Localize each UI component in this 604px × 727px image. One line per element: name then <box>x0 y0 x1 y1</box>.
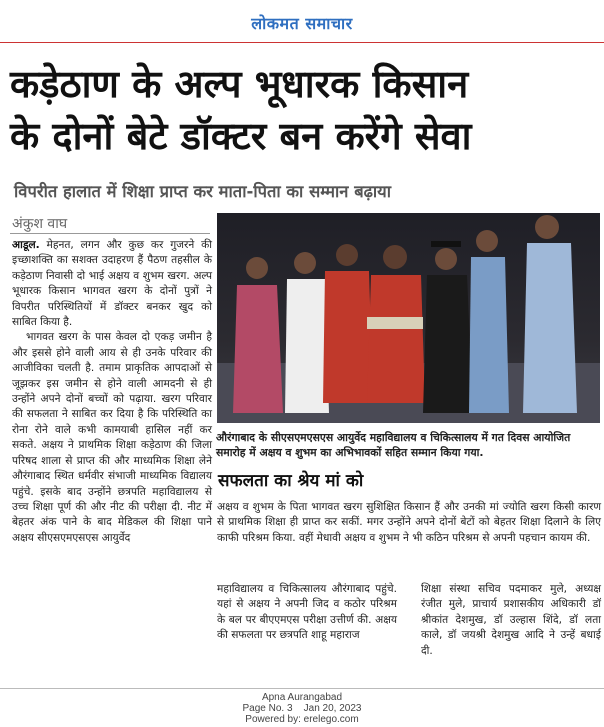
page-footer <box>0 692 604 725</box>
newspaper-masthead <box>0 0 604 40</box>
masthead-title: लोकमत समाचार <box>251 14 353 33</box>
article-column-2: महाविद्यालय व चिकित्सालय औरंगाबाद पहुंचे. यहां से अक्षय ने अपनी जिद व कठोर परिश्रम के बल पर बीएएमएस परीक्षा उत्तीर्ण की. अक्षय की सफलता पर छत्रपति शाहू महाराज <box>217 583 397 642</box>
felicitation-photo-art <box>217 213 600 423</box>
felicitation-photo <box>217 213 600 423</box>
headline-line-2: के दोनों बेटे डॉक्टर बन करेंगे सेवा <box>10 114 472 158</box>
footer-page-date: Page No. 3 Jan 20, 2023 <box>242 703 362 714</box>
masthead-divider <box>0 42 604 43</box>
headline-line-1: कड़ेठाण के अल्प भूधारक किसान <box>10 62 469 106</box>
article-column-3: शिक्षा संस्था सचिव पदमाकर मुले, अध्यक्ष रंजीत मुले, प्राचार्य प्रशासकीय अधिकारी डॉ श्रीकांत देशमुख, डॉ उल्हास शिंदे, डॉ लता काले, डॉ जयश्री देशमुख आदि ने उन्हें बधाई दी. <box>421 583 601 657</box>
column-1-paragraph-1 <box>12 238 212 330</box>
footer-source: Apna Aurangabad <box>261 692 343 703</box>
section-heading: सफलता का श्रेय मां को <box>218 471 364 491</box>
article-column-1 <box>12 238 212 546</box>
column-1-paragraph-2: भागवत खरग के पास केवल दो एकड़ जमीन है और इससे होने वाली आय से ही उनके परिवार की आजीविका चलती है. तमाम प्राकृतिक आपदाओं से जूझकर इस जमीन से होने वाली आमदनी से ही उन्होंने अपने दोनों बच्चों को पढ़ाया. खरग परिवार की सफलता ने साबित कर दिया है कि परिस्थिति का रोना रोने वाले कभी कामयाबी हासिल नहीं कर सकते. अक्षय ने प्राथमिक शिक्षा कड़ेठाण की जिला परिषद शाला से प्राप्त की और माध्यमिक शिक्षा लेने औरंगाबाद स्थित धर्मवीर संभाजी माध्यमिक विद्यालय पहुंचे. इसके बाद उन्होंने छत्रपति महाविद्यालय से उच्च शिक्षा पूर्ण की और नीट की परीक्षा दी. नीट में बेहतर अंक पाने के बाद मेडिकल की शिक्षा पाने अक्षय सीएसएमएसएस आयुर्वेद <box>12 331 212 544</box>
article-headline <box>10 58 600 162</box>
dateline: आडूल. <box>12 239 40 251</box>
article-subheadline: विपरीत हालात में शिक्षा प्राप्त कर माता-पिता का सम्मान बढ़ाया <box>14 182 392 201</box>
column-1-paragraph-1-text: मेहनत, लगन और कुछ कर गुजरने की इच्छाशक्ति का सशक्त उदाहरण हैं पैठण तहसील के कड़ेठाण निवासी दो भाई अक्षय व शुभम खरग. अल्प भूधारक किसान भागवत खरग के दोनों पुत्रों ने विपरीत परिस्थितियों में डॉक्टर बनकर खुद को साबित किया है. <box>12 239 212 329</box>
footer-divider <box>0 688 604 689</box>
byline-divider <box>10 233 210 234</box>
photo-caption: औरंगाबाद के सीएसएमएसएस आयुर्वेद महाविद्यालय व चिकित्सालय में गत दिवस आयोजित समारोह में अक्षय व शुभम का अभिभावकों सहित सम्मान किया गया. <box>216 431 571 459</box>
section-paragraph: अक्षय व शुभम के पिता भागवत खरग सुशिक्षित किसान हैं और उनकी मां ज्योति खरग किसी कारण से प्राथमिक शिक्षा ही प्राप्त कर सकीं. मगर उन्होंने अपने दोनों बेटों को बेहतर शिक्षा दिलाने के लिए काफी परिश्रम किया. वहीं मेधावी अक्षय व शुभम ने भी कठिन परिश्रम से अपनी पहचान कायम की. <box>217 501 601 544</box>
footer-powered-by: Powered by: erelego.com <box>245 714 359 725</box>
byline: अंकुश वाघ <box>12 216 68 232</box>
